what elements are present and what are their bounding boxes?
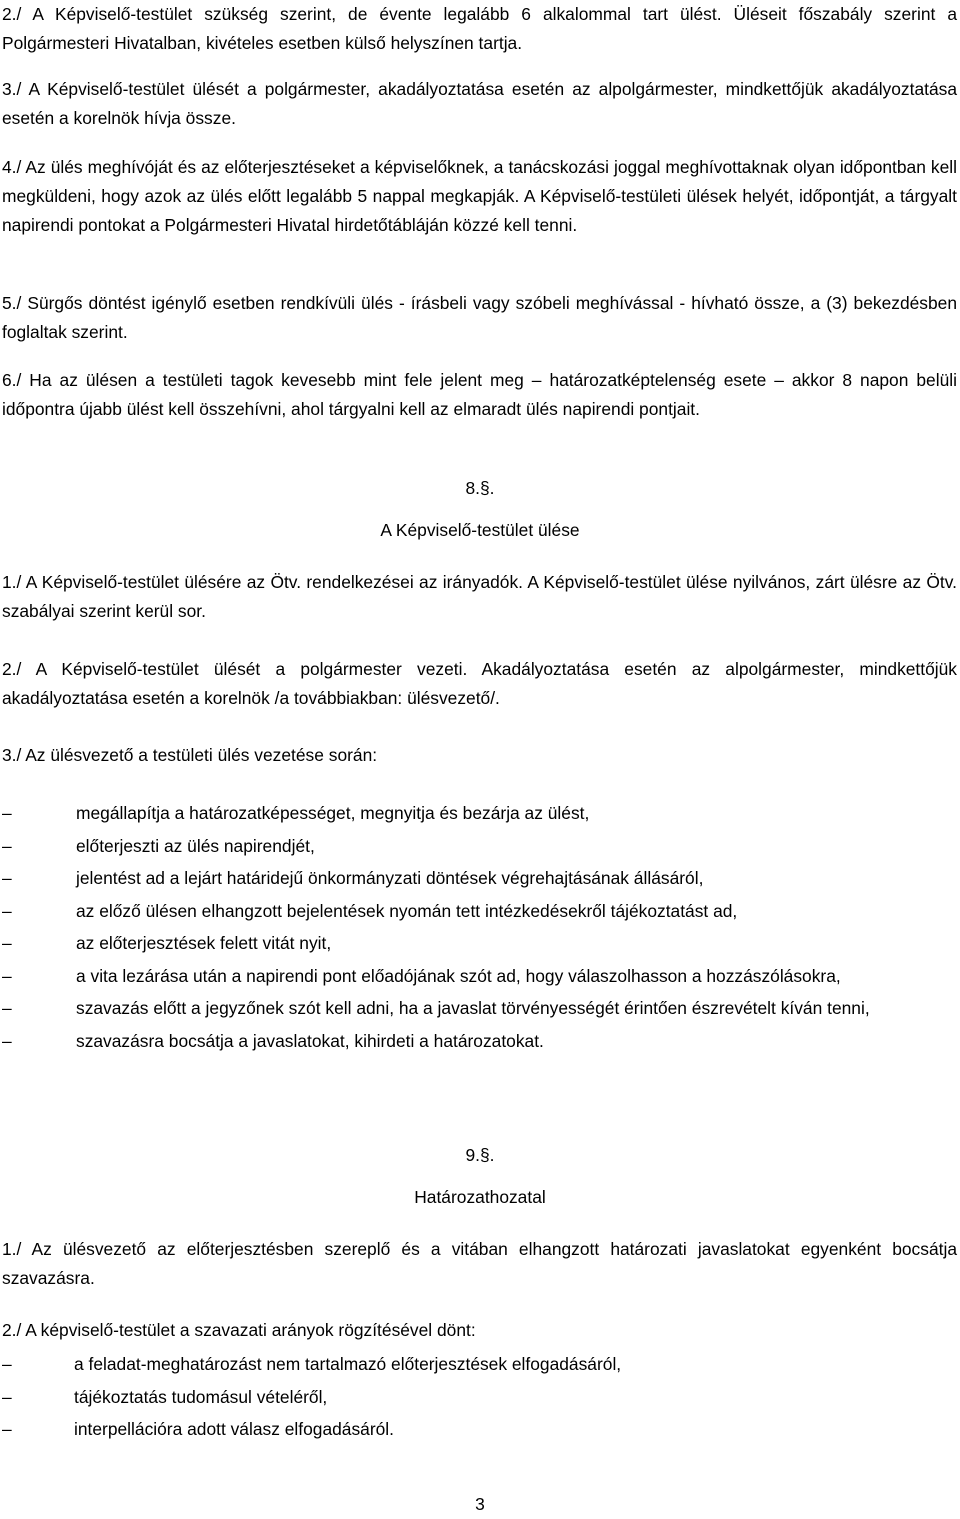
dash-bullet: – [2, 965, 12, 986]
dash-bullet: – [2, 1386, 12, 1407]
dash-bullet: – [2, 998, 12, 1018]
list-item-text: megállapítja a határozatképességet, megnyitja és bezárja az ülést, [76, 803, 590, 823]
dash-bullet: – [2, 1354, 12, 1374]
list-item-text: a feladat-meghatározást nem tartalmazó előterjesztések elfogadásáról, [74, 1354, 622, 1374]
list-item [0, 960, 960, 993]
vote-decisions-list [0, 1348, 960, 1446]
list-item [0, 862, 960, 895]
list-item-text: előterjeszti az ülés napirendjét, [76, 835, 315, 856]
dash-bullet: – [2, 933, 12, 953]
dash-bullet: – [2, 900, 12, 921]
paragraph-9-1: 1./ Az ülésvezető az előterjesztésben szereplő és a vitában elhangzott határozati javaslatokat egyenként bocsátja szavazásra. [2, 1239, 957, 1288]
list-item-text: a vita lezárása után a napirendi pont előadójának szót ad, hogy válaszolhasson a hozzászólásokra, [76, 965, 841, 986]
dash-bullet: – [2, 803, 12, 823]
section-9-number: 9.§. [465, 1145, 495, 1165]
paragraph-8-3: 3./ Az ülésvezető a testületi ülés vezetése során: [2, 745, 378, 765]
dash-bullet: – [2, 868, 12, 888]
paragraph-7-2: 2./ A Képviselő-testület szükség szerint, de évente legalább 6 alkalommal tart ülést. Üléseit főszabály szerint a Polgármesteri Hivatalban, kivételes esetben külső helyszínen tartja. [2, 4, 957, 53]
section-9-title: Határozathozatal [414, 1187, 546, 1207]
list-item-text: jelentést ad a lejárt határidejű önkormányzati döntések végrehajtásának állásáról, [76, 868, 704, 888]
list-item [0, 1381, 960, 1414]
list-item [0, 895, 960, 928]
dash-bullet: – [2, 1030, 12, 1051]
list-item-text: szavazásra bocsátja a javaslatokat, kihirdeti a határozatokat. [76, 1030, 544, 1051]
list-item-text: az előző ülésen elhangzott bejelentések nyomán tett intézkedésekről tájékoztatást ad, [76, 900, 738, 921]
section-8-title: A Képviselő-testület ülése [380, 520, 580, 540]
page-number: 3 [475, 1494, 485, 1514]
paragraph-7-6: 6./ Ha az ülésen a testületi tagok kevesebb mint fele jelent meg – határozatképtelenség esete – akkor 8 napon belüli időpontra újabb ülést kell összehívni, ahol tárgyalni kell az elmaradt ülés napirendi pontjait. [2, 370, 957, 419]
paragraph-7-3: 3./ A Képviselő-testület ülését a polgármester, akadályoztatása esetén az alpolgármester, mindkettőjük akadályoztatása esetén a korelnök hívja össze. [2, 79, 957, 128]
list-item-text: az előterjesztések felett vitát nyit, [76, 933, 332, 953]
list-item-text: szavazás előtt a jegyzőnek szót kell adni, ha a javaslat törvényességét érintően észrevételt kíván tenni, [76, 998, 870, 1018]
paragraph-7-5: 5./ Sürgős döntést igénylő esetben rendkívüli ülés - írásbeli vagy szóbeli meghívással - hívható össze, a (3) bekezdésben foglaltak szerint. [2, 293, 957, 342]
paragraph-7-4: 4./ Az ülés meghívóját és az előterjesztéseket a képviselőknek, a tanácskozási joggal meghívottaknak olyan időpontban kell megküldeni, hogy azok az ülés előtt legalább 5 nappal megkapják. A Képviselő-testületi ülések helyét, időpontját, a tárgyalt napirendi pontokat a Polgármesteri Hivatal hirdetőtábláján közzé kell tenni. [2, 157, 957, 235]
list-item [0, 927, 960, 960]
list-item [0, 992, 960, 1025]
presiding-duties-list [0, 797, 960, 1057]
dash-bullet: – [2, 1419, 12, 1439]
paragraph-8-2: 2./ A Képviselő-testület ülését a polgármester vezeti. Akadályoztatása esetén az alpolgármester, mindkettőjük akadályoztatása esetén a korelnök /a továbbiakban: ülésvezető/. [2, 659, 957, 708]
list-item-text: tájékoztatás tudomásul vételéről, [74, 1386, 328, 1407]
list-item [0, 1413, 960, 1446]
list-item-text: interpellációra adott válasz elfogadásáról. [74, 1419, 394, 1439]
list-item [0, 830, 960, 863]
list-item [0, 1348, 960, 1381]
list-item [0, 797, 960, 830]
paragraph-8-1: 1./ A Képviselő-testület ülésére az Ötv. rendelkezései az irányadók. A Képviselő-testület ülése nyilvános, zárt ülésre az Ötv. szabályai szerint kerül sor. [2, 572, 957, 621]
dash-bullet: – [2, 835, 12, 856]
section-8-number: 8.§. [465, 478, 495, 498]
list-item [0, 1025, 960, 1058]
paragraph-9-2: 2./ A képviselő-testület a szavazati arányok rögzítésével dönt: [2, 1320, 476, 1340]
